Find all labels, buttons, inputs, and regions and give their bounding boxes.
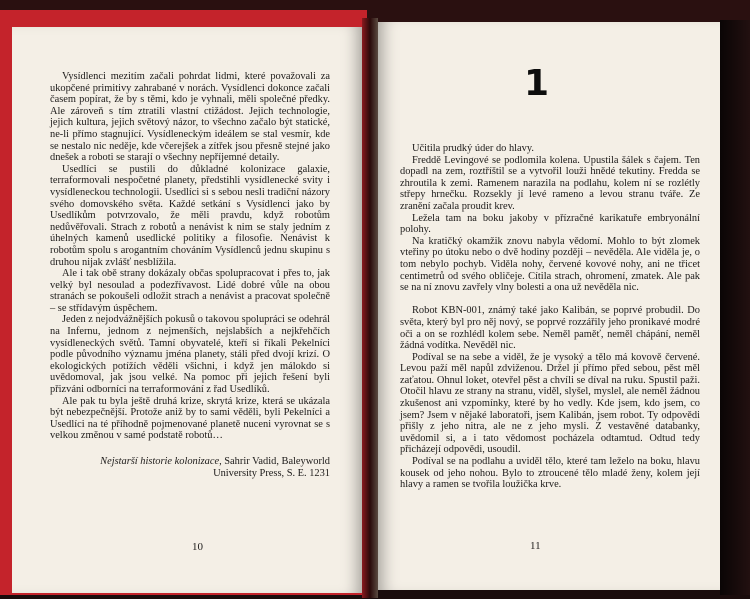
epigraph-citation	[50, 456, 330, 479]
right-paragraph: Na kratičký okamžik znovu nabyla vědomí. Mohlo to být zlomek vteřiny po útoku nebo o dvě hodiny později – nevěděla. Ale viděla je, o tom nebylo pochyb. Viděla nohy, červené kovové nohy, ani ne třicet centimetrů od svého obličeje. Cítila strach, ohromení, zmatek. Ale pak se na ní znovu zavřely vlny bolesti a ona už nevěděla nic.	[400, 235, 700, 294]
left-paragraph: Vysídlenci mezitím začali pohrdat lidmi, které považovali za ukopčené primitivy zahrabané v norách. Vysídlenci dokonce začali časem popírat, že by s těmi, kdo je vyhnali, měli společné předky. Ale zároveň s tím ztratili vlastní ctižádost. Jejich technologie, jejich kultura, jejich světový názor, to všechno začalo být statické, ne-li přímo stagnující. Vysídleneckým ideálem se stal vesmír, kde se nestalo nic neděje, kde včerejšek a zítřek jsou přesně stejné jako dnešek a roboti se starají o všechny nepříjemné detaily.	[50, 71, 330, 164]
page-number-right: 11	[530, 540, 541, 552]
section-break	[400, 294, 700, 306]
book-cover-right-edge	[720, 20, 750, 595]
book-gutter	[362, 18, 378, 598]
right-paragraph: Ležela tam na boku jakoby v přízračné karikatuře embryonální polohy.	[400, 212, 700, 236]
right-paragraph: Učitila prudký úder do hlavy.	[412, 143, 534, 154]
right-paragraph: Freddě Levingové se podlomila kolena. Upustila šálek s čajem. Ten dopadl na zem, roztříštil se a vytvořil louži hnědé tekutiny. Fredda se zhroutila k zemi. Ramenem narazila na podlahu, kolem ní se rozlétly střepy hrnečku. Rozsekly jí levé rameno a levou stranu tváře. Ze zranění začala proudit krev.	[400, 154, 700, 212]
right-page-text	[400, 143, 700, 491]
chapter-number: 1	[524, 63, 550, 104]
left-paragraph: Usedlíci se pustili do důkladné kolonizace galaxie, terraformovali nespočetné planety, předstihli vysídlenecké svity i vysídleneckou technologii. Usedlíci si s sebou nesli tradiční názory svého domovského světa. Každé setkání s Vysídlenci jako by Usedlíkům potvrzovalo, že měli pravdu, když robotům nedůvěřovali. Strach z robotů a nenávist k nim se staly jedním z úhelných kamenů usedlické politiky a filosofie. Nenávist k robotům spolu s arogantním chováním Vysídlenců jednu skupinu s druhou nijak zvlášť nesblížila.	[50, 163, 330, 268]
right-paragraph: Podíval se na podlahu a uviděl tělo, které tam leželo na boku, hlavu kousek od jeho nohou. Bylo to ztroucené tělo mladé ženy, kolem její hlavy a ramen se tvořila loužička krve.	[400, 456, 700, 491]
page-number-left: 10	[192, 541, 203, 553]
right-paragraph: Robot KBN-001, známý také jako Kalibán, se poprvé probudil. Do světa, který byl pro něj nový, se poprvé rozzářily jeho pronikavé modré oči a on se rozhlédl kolem sebe. Neměl paměť, neměl chápání, neměl žádná vodítka. Nevěděl nic.	[400, 305, 700, 352]
left-paragraph: Ale i tak obě strany dokázaly občas spolupracovat i přes to, jak velký byl nesoulad a podezřívavost. Lidé dobré vůle na obou stranách se pokoušeli odložit strach a nenávist a pracovat společně – se střídavým úspěchem.	[50, 268, 330, 314]
citation-publisher: University Press, S. E. 1231	[213, 467, 330, 479]
citation-author: Sahrir Vadid, Baleyworld	[221, 456, 330, 467]
left-page-text	[50, 71, 330, 479]
right-paragraph: Podíval se na sebe a viděl, že je vysoký a tělo má kovově červené. Levou paží měl napůl zdviženou. Držel ji přímo před sebou, pěst měl zaťatou. Ohnul loket, otevřel pěst a chvíli se díval na ruku. Spustil paži. Otočil hlavu ze strany na stranu, viděl, slyšel, myslel, ale neměl žádnou zkušenost ani vzpomínky, které by ho vedly. Kde jsem, kdo jsem, co jsem? Jsem v nějaké laboratoři, jsem Kalibán, jsem robot. Ty odpovědi přišly z jeho nitra, ale ne z jeho mysli. Z vestavěné databanky, uvědomil si, a i tato vědomost pocházela odtamtud. Odtud tedy přicházejí odpovědi, usoudil.	[400, 351, 700, 456]
left-paragraph: Ale pak tu byla ještě druhá krize, skrytá krize, která se ukázala být nebezpečnější. Protože aniž by to sami věděli, byli Pekelníci a Usedlíci na té příhodně pojmenované planetě nuceni vyrovnat se s velkou změnou v samé podstatě robotů…	[50, 395, 330, 442]
left-paragraph: Jeden z nejodvážnějších pokusů o takovou spolupráci se odehrál na Infernu, jednom z nejmenších, nejslabších a nejkřehčích vysídleneckých světů. Tamní obyvatelé, kteří si říkali Pekelníci podle původního významu jména planety, stáli před dvojí krizí. O ekologických potížích věděli všichni, i když jen málokdo si uvědomoval, jak jsou velké. Na pomoc při jejich řešení byli přizváni odborníci na terraformování z řad Usedlíků.	[50, 314, 330, 396]
citation-title: Nejstarší historie kolonizace,	[100, 456, 222, 467]
